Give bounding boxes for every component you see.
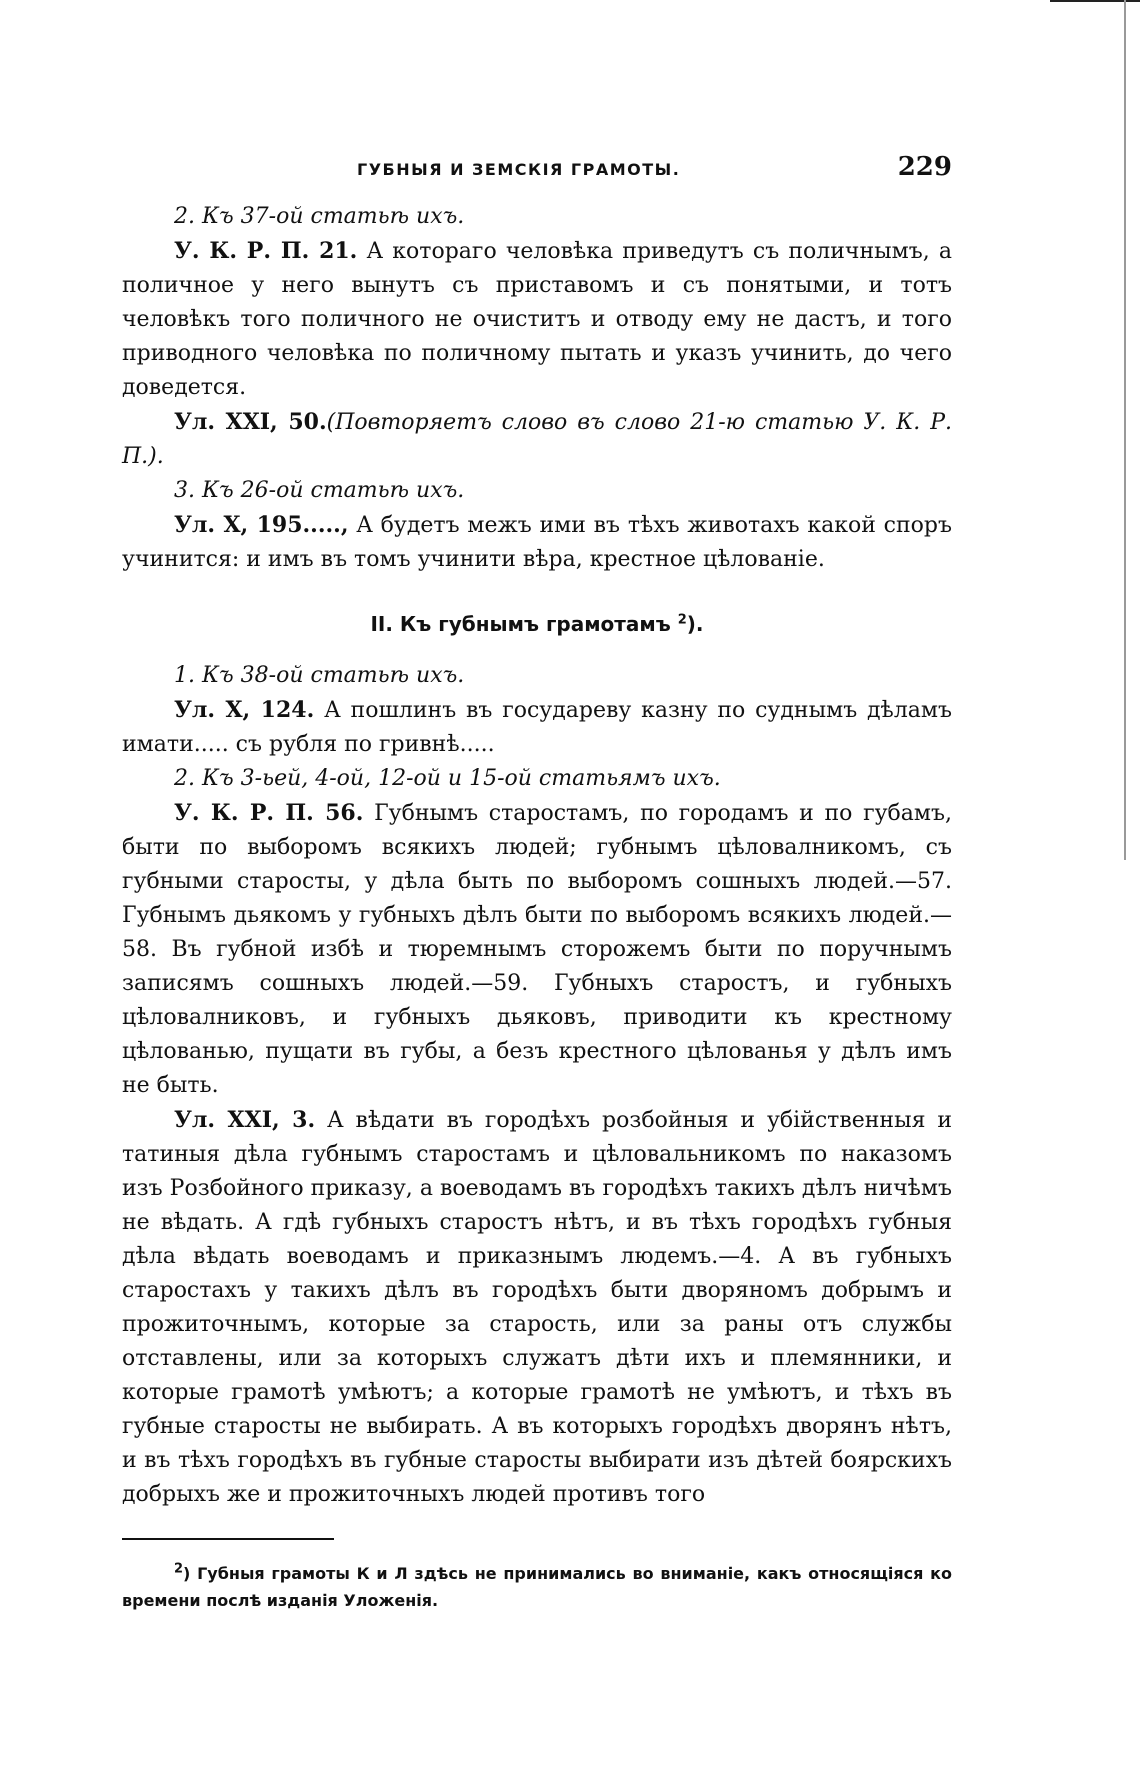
paragraph-ul-21-50 <box>122 405 952 474</box>
paragraph-text: А будетъ межъ ими въ тѣхъ животахъ какой споръ учинится: и имъ въ томъ учинити вѣра, крестное цѣлованіе. <box>122 513 952 572</box>
citation-label: У. К. Р. П. 21. <box>174 238 358 264</box>
paragraph-text: А пошлинъ въ государеву казну по суднымъ дѣламъ имати..... съ рубля по гривнѣ..... <box>122 698 953 757</box>
book-page <box>122 150 952 1614</box>
citation-label: У. К. Р. П. 56. <box>174 800 364 826</box>
citation-label: Ул. Х, 124. <box>174 697 315 723</box>
paragraph-ul-10-195 <box>122 508 952 577</box>
paragraph-ukrp-21 <box>122 234 952 405</box>
running-head-title: ГУБНЫЯ И ЗЕМСКІЯ ГРАМОТЫ. <box>357 160 681 179</box>
footnote <box>122 1560 952 1614</box>
paragraph-ukrp-56 <box>122 796 952 1103</box>
footnote-ref: 2 <box>677 612 687 628</box>
article-ref-26: 3. Къ 26-ой статьѣ ихъ. <box>174 478 465 503</box>
footnote-marker: 2 <box>174 1561 184 1577</box>
page-number: 229 <box>897 152 952 182</box>
article-ref-38: 1. Къ 38-ой статьѣ ихъ. <box>174 663 465 688</box>
footnote-divider <box>122 1538 334 1540</box>
running-head <box>122 150 952 200</box>
paragraph-text: Губнымъ старостамъ, по городамъ и по губамъ, быти по выборомъ всякихъ людей; губнымъ цѣловалникомъ, съ губными старосты, у дѣла быть по выборомъ сошныхъ людей.—57. Губнымъ дьякомъ у губныхъ дѣлъ быти по выборомъ всякихъ людей.—58. Въ губной избѣ и тюремнымъ сторожемъ быти по поручнымъ записямъ сошныхъ людей.—59. Губныхъ старостъ, и губныхъ цѣловалниковъ, и губныхъ дьяковъ, приводити къ крестному цѣлованью, пущати въ губы, а безъ крестного цѣлованья у дѣлъ имъ не быть. <box>122 801 953 1098</box>
paragraph-text: А вѣдати въ городѣхъ розбойныя и убійственныя и татиныя дѣла губнымъ старостамъ и цѣловальникомъ по наказомъ изъ Розбойного приказу, а воеводамъ въ городѣхъ такихъ дѣлъ ничѣмъ не вѣдать. А гдѣ губныхъ старостъ нѣтъ, и въ тѣхъ городѣхъ губныя дѣла вѣдать воеводамъ и приказнымъ людемъ.—4. А въ губныхъ старостахъ у такихъ дѣлъ въ городѣхъ быти дворяномъ добрымъ и прожиточнымъ, которые за старость, или за раны отъ службы отставлены, или за которыхъ служатъ дѣти ихъ и племянники, и которые грамотѣ умѣютъ; а которые грамотѣ не умѣютъ, и тѣхъ въ губные старосты не выбирать. А въ которыхъ городѣхъ дворянъ нѣтъ, и въ тѣхъ городѣхъ въ губные старосты выбирати изъ дѣтей боярскихъ добрыхъ же и прожиточныхъ людей противъ того <box>122 1108 952 1507</box>
citation-label: Ул. XXI, 3. <box>174 1107 316 1133</box>
citation-label: Ул. Х, 195....., <box>174 512 349 538</box>
footnote-text: ) Губныя грамоты К и Л здѣсь не принимались во вниманіе, какъ относящіяся ко времени послѣ изданія Уложенія. <box>122 1564 952 1610</box>
citation-label: Ул. XXI, 50. <box>174 409 327 435</box>
scan-edge-right <box>1124 0 1126 860</box>
article-ref-3-4-12-15: 2. Къ 3-ьей, 4-ой, 12-ой и 15-ой статьямъ ихъ. <box>174 766 721 791</box>
scan-edge-top <box>1050 0 1140 2</box>
paragraph-ul-21-3 <box>122 1103 952 1512</box>
paragraph-text: (Повторяетъ слово въ слово 21-ю статью У. К. Р. П.). <box>122 410 952 469</box>
article-ref-37: 2. Къ 37-ой статьѣ ихъ. <box>174 204 465 229</box>
paragraph-text: А котораго человѣка приведутъ съ поличнымъ, а поличное у него вынутъ съ приставомъ и съ понятыми, и тотъ человѣкъ того поличного не очиститъ и отводу ему не дастъ, и того приводного человѣка по поличному пытать и указъ учинить, до чего доведется. <box>122 239 952 400</box>
section-heading: II. Къ губнымъ грамотамъ $^2$). <box>370 612 704 636</box>
paragraph-ul-10-124 <box>122 693 952 762</box>
